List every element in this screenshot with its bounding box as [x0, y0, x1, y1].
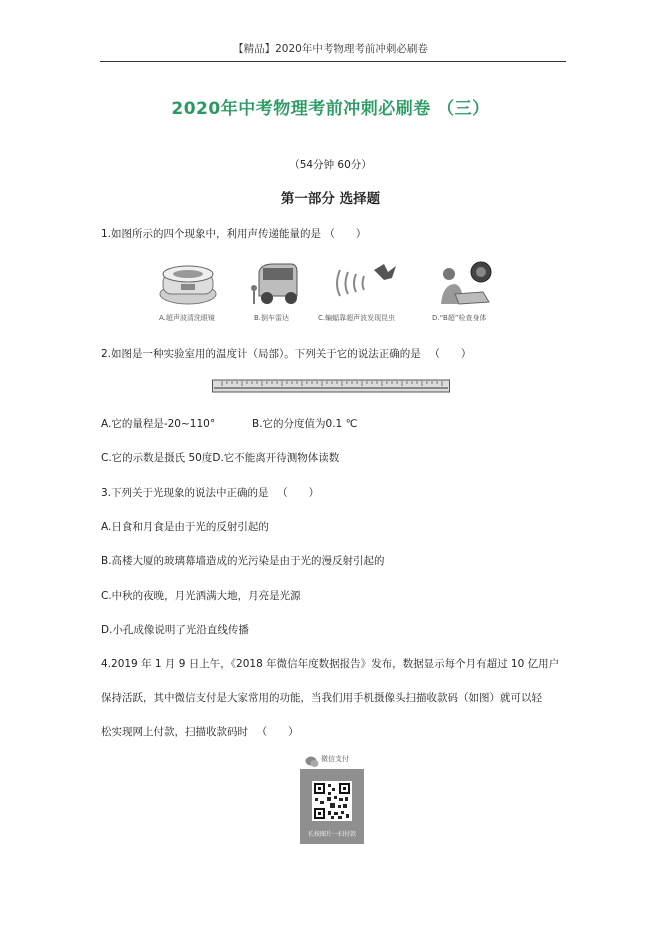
q3-option-a: A.日食和月食是由于光的反射引起的: [101, 521, 269, 533]
bat-echolocation-image: [330, 258, 402, 308]
b-ultrasound-image: [433, 258, 499, 308]
ultrasonic-cleaner-image: [155, 258, 221, 308]
exam-duration: （54分钟 60分）: [289, 159, 372, 171]
wechat-pay-icon: [305, 753, 319, 765]
section-title: 第一部分 选择题: [280, 191, 381, 207]
wechat-pay-label: 微信支付: [321, 755, 349, 763]
q3-option-c: C.中秋的夜晚，月光洒满大地，月亮是光源: [101, 590, 301, 602]
page-title: 2020年中考物理考前冲刺必刷卷 （三）: [171, 99, 490, 119]
q1-caption-d: D.“B超”检查身体: [432, 314, 487, 322]
q2-stem: 2.如图是一种实验室用的温度计（局部）。下列关于它的说法正确的是 （ ）: [101, 348, 472, 360]
q2-option-a: A.它的量程是-20~110°: [101, 418, 216, 430]
qr-payment-card: [300, 769, 364, 844]
q4-line-3: 松实现网上付款，扫描收款码时 （ ）: [101, 726, 299, 738]
q1-caption-a: A.超声波清洗眼镜: [159, 314, 215, 322]
q1-caption-b: B.倒车雷达: [254, 314, 290, 322]
page-header: 【精品】2020年中考物理考前冲刺必刷卷: [233, 43, 428, 55]
qr-code-image: [312, 781, 352, 821]
qr-caption: 长按图片一扫付款: [307, 831, 356, 838]
q3-option-d: D.小孔成像说明了光沿直线传播: [101, 624, 249, 636]
header-rule: [100, 61, 566, 62]
q3-stem: 3.下列关于光现象的说法中正确的是 （ ）: [101, 487, 320, 499]
q2-option-cd: C.它的示数是摄氏 50度D.它不能离开待测物体读数: [101, 452, 340, 464]
q4-line-1: 4.2019 年 1 月 9 日上午，《2018 年微信年度数据报告》发布，数据显示每个月有超过 10 亿用户: [101, 658, 560, 670]
reversing-radar-image: [245, 258, 307, 308]
q1-caption-c: C.蝙蝠靠超声波发现昆虫: [318, 314, 396, 322]
q1-stem: 1.如图所示的四个现象中，利用声传递能量的是 （ ）: [101, 228, 367, 240]
q2-option-b: B.它的分度值为0.1 ℃: [252, 418, 358, 430]
thermometer-image: [212, 378, 450, 392]
q4-line-2: 保持活跃，其中微信支付是大家常用的功能，当我们用手机摄像头扫描收款码（如图）就可以轻: [101, 692, 542, 704]
q3-option-b: B.高楼大厦的玻璃幕墙造成的光污染是由于光的漫反射引起的: [101, 555, 385, 567]
